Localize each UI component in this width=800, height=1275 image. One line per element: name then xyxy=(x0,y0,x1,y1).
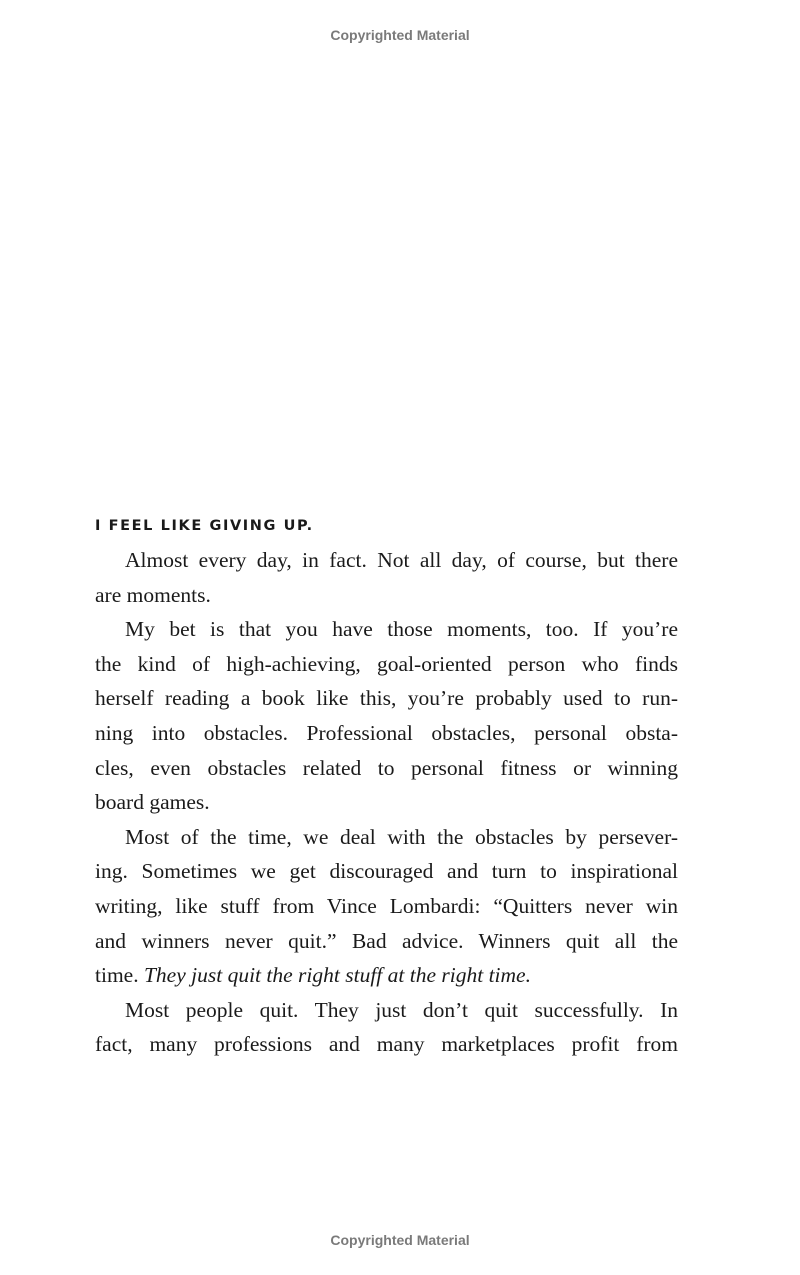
text-line: Most of the time, we deal with the obstacles by persever- xyxy=(125,824,678,849)
body-text xyxy=(95,543,678,1062)
text-line: Most people quit. They just don’t quit successfully. In xyxy=(125,997,678,1022)
copyright-watermark-top: Copyrighted Material xyxy=(330,27,470,43)
text-line: and winners never quit.” Bad advice. Winners quit all the xyxy=(95,928,678,953)
text-line: herself reading a book like this, you’re probably used to run- xyxy=(95,686,678,711)
text-line: are moments. xyxy=(95,582,211,607)
copyright-watermark-bottom: Copyrighted Material xyxy=(330,1232,470,1248)
text-line: Almost every day, in fact. Not all day, of course, but there xyxy=(125,548,678,572)
text-line: board games. xyxy=(95,790,210,815)
text-line: the kind of high-achieving, goal-oriented person who finds xyxy=(95,651,678,676)
text-line xyxy=(95,958,678,993)
text-line: fact, many professions and many marketplaces profit from xyxy=(95,1032,678,1057)
italic-emphasis: They just quit the right stuff at the right time. xyxy=(143,963,531,988)
text-line: writing, like stuff from Vince Lombardi: “Quitters never win xyxy=(95,893,678,918)
text-line: cles, even obstacles related to personal fitness or winning xyxy=(95,755,678,780)
text-segment: time. xyxy=(95,963,139,988)
section-heading: I FEEL LIKE GIVING UP. xyxy=(95,518,314,534)
text-line: ing. Sometimes we get discouraged and turn to inspirational xyxy=(95,859,678,884)
text-line: ning into obstacles. Professional obstacles, personal obsta- xyxy=(95,720,678,745)
text-line: My bet is that you have those moments, too. If you’re xyxy=(125,617,678,642)
